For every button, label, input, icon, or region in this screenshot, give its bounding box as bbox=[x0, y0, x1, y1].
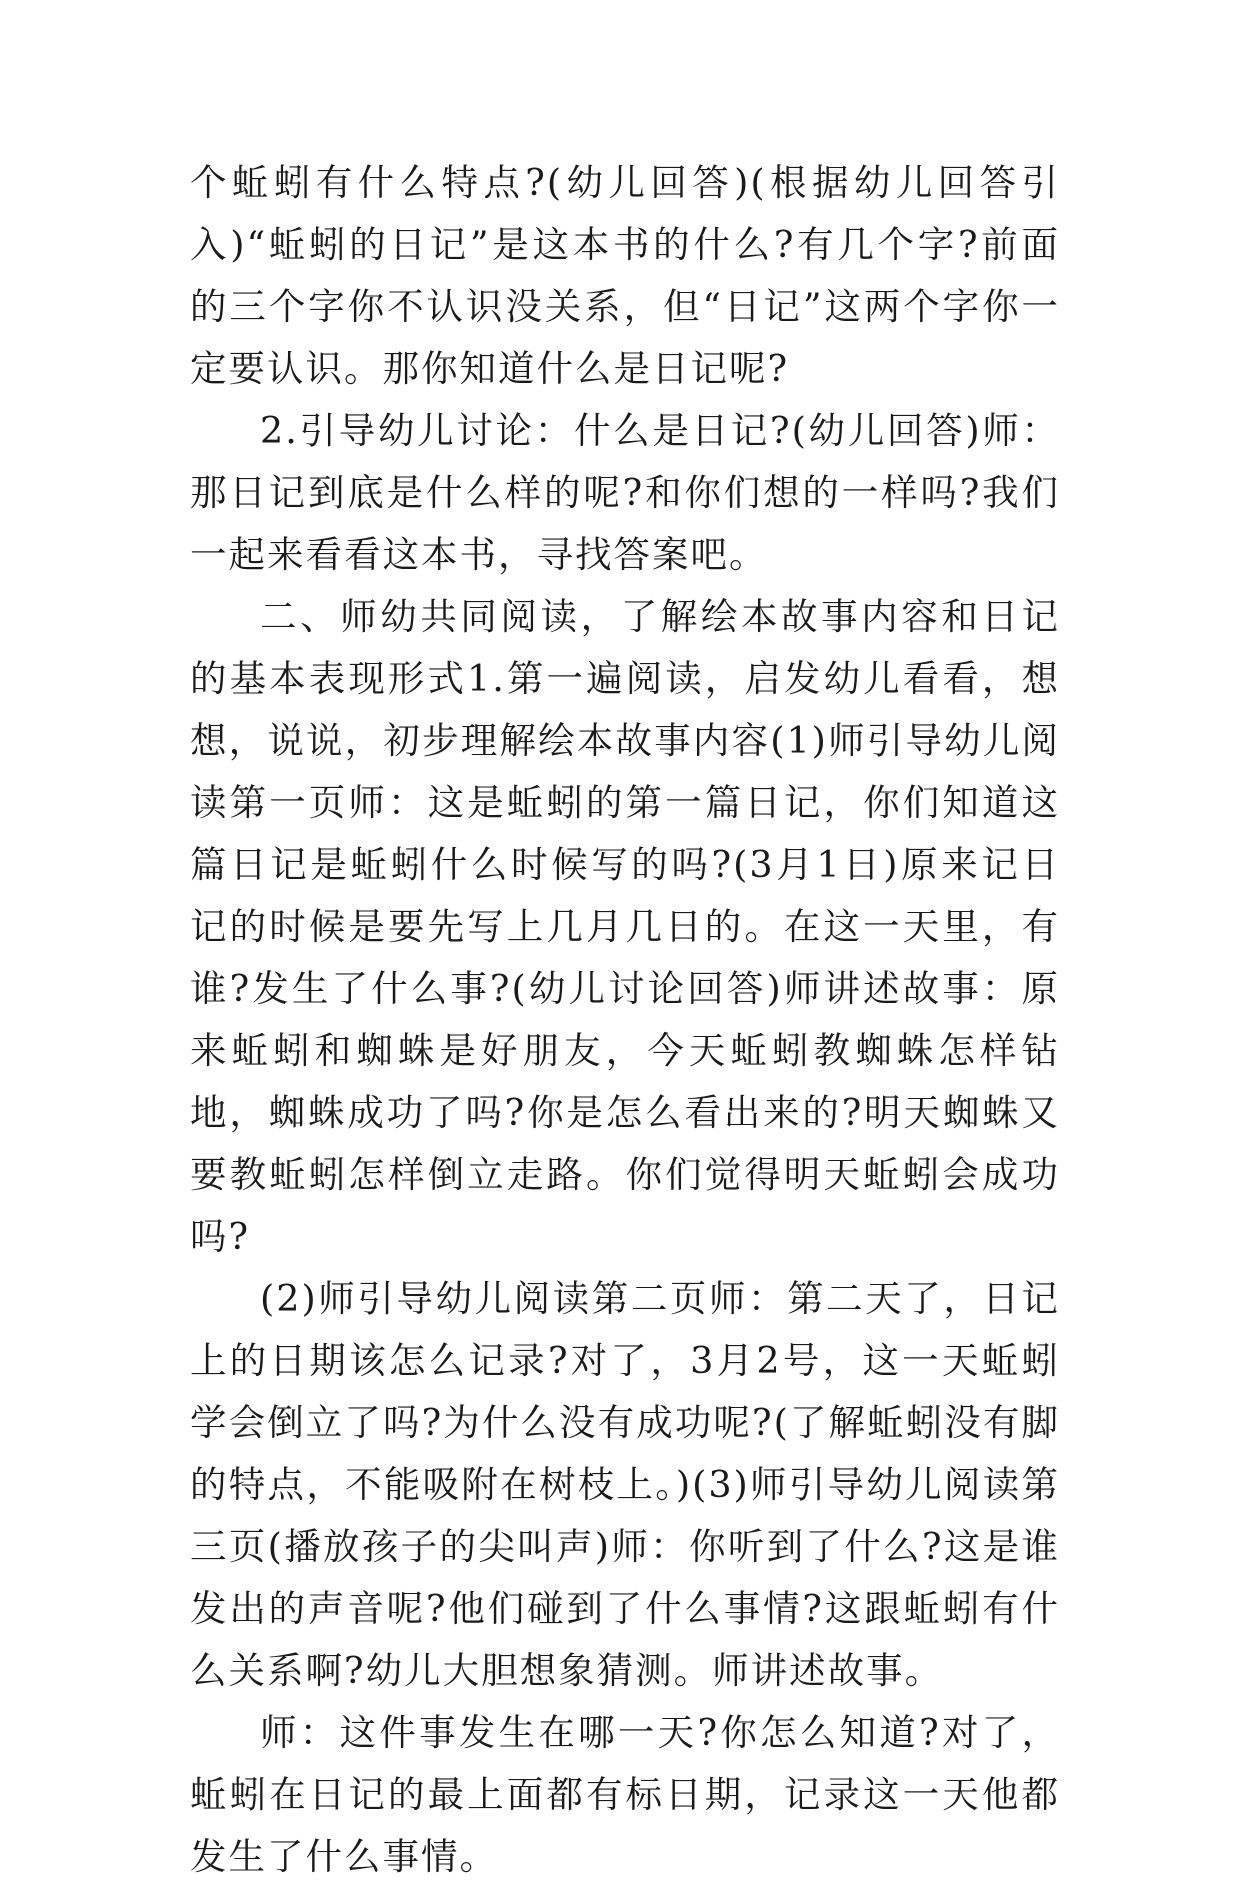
document-page bbox=[190, 152, 1060, 1888]
paragraph-2: 2.引导幼儿讨论：什么是日记?(幼儿回答)师：那日记到底是什么样的呢?和你们想的一样吗?我们一起来看看这本书，寻找答案吧。 bbox=[190, 409, 1060, 576]
paragraph-5: 师：这件事发生在哪一天?你怎么知道?对了，蚯蚓在日记的最上面都有标日期，记录这一天他都发生了什么事情。 bbox=[190, 1711, 1060, 1878]
paragraph-3: 二、师幼共同阅读，了解绘本故事内容和日记的基本表现形式1.第一遍阅读，启发幼儿看看，想想，说说，初步理解绘本故事内容(1)师引导幼儿阅读第一页师：这是蚯蚓的第一篇日记，你们知道这篇日记是蚯蚓什么时候写的吗?(3月1日)原来记日记的时候是要先写上几月几日的。在这一天里，有谁?发生了什么事?(幼儿讨论回答)师讲述故事：原来蚯蚓和蜘蛛是好朋友，今天蚯蚓教蜘蛛怎样钻地，蜘蛛成功了吗?你是怎么看出来的?明天蜘蛛又要教蚯蚓怎样倒立走路。你们觉得明天蚯蚓会成功吗? bbox=[190, 595, 1060, 1258]
paragraph-4: (2)师引导幼儿阅读第二页师：第二天了，日记上的日期该怎么记录?对了，3月2号，这一天蚯蚓学会倒立了吗?为什么没有成功呢?(了解蚯蚓没有脚的特点，不能吸附在树枝上。)(3)师引导幼儿阅读第三页(播放孩子的尖叫声)师：你听到了什么?这是谁发出的声音呢?他们碰到了什么事情?这跟蚯蚓有什么关系啊?幼儿大胆想象猜测。师讲述故事。 bbox=[190, 1277, 1060, 1692]
paragraph-1: 个蚯蚓有什么特点?(幼儿回答)(根据幼儿回答引入)“蚯蚓的日记”是这本书的什么?有几个字?前面的三个字你不认识没关系，但“日记”这两个字你一定要认识。那你知道什么是日记呢? bbox=[190, 161, 1060, 390]
